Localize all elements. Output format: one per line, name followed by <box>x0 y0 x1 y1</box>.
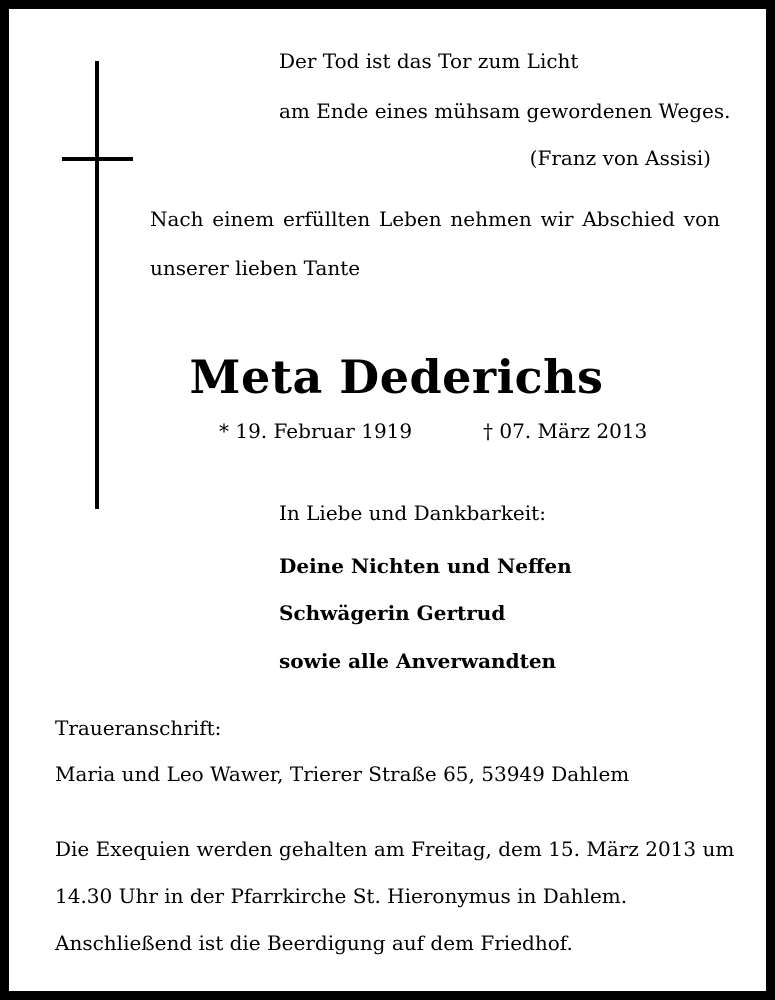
mourner-line-2: Schwägerin Gertrud <box>279 601 506 625</box>
service-line-3: Anschließend ist die Beerdigung auf dem Friedhof. <box>55 931 573 955</box>
deceased-name: Meta Dederichs <box>189 350 604 404</box>
service-line-1: Die Exequien werden gehalten am Freitag, dem 15. März 2013 um <box>55 837 735 861</box>
birth-date: * 19. Februar 1919 <box>219 419 413 443</box>
quote-author: (Franz von Assisi) <box>529 146 711 170</box>
quote-line-1: Der Tod ist das Tor zum Licht <box>279 49 579 73</box>
address-value: Maria und Leo Wawer, Trierer Straße 65, 53949 Dahlem <box>55 762 630 786</box>
service-line-2: 14.30 Uhr in der Pfarrkirche St. Hieronymus in Dahlem. <box>55 884 628 908</box>
quote-line-2: am Ende eines mühsam gewordenen Weges. <box>279 99 731 123</box>
mourner-line-1: Deine Nichten und Neffen <box>279 554 572 578</box>
cross-vertical-bar <box>95 61 99 509</box>
address-label: Traueranschrift: <box>55 716 222 740</box>
intro-line-1: Nach einem erfüllten Leben nehmen wir Abschied von <box>150 207 720 231</box>
death-date: † 07. März 2013 <box>483 419 648 443</box>
mourners-heading: In Liebe und Dankbarkeit: <box>279 501 546 525</box>
cross-horizontal-bar <box>62 157 133 161</box>
intro-line-2: unserer lieben Tante <box>150 256 361 280</box>
mourner-line-3: sowie alle Anverwandten <box>279 649 557 673</box>
